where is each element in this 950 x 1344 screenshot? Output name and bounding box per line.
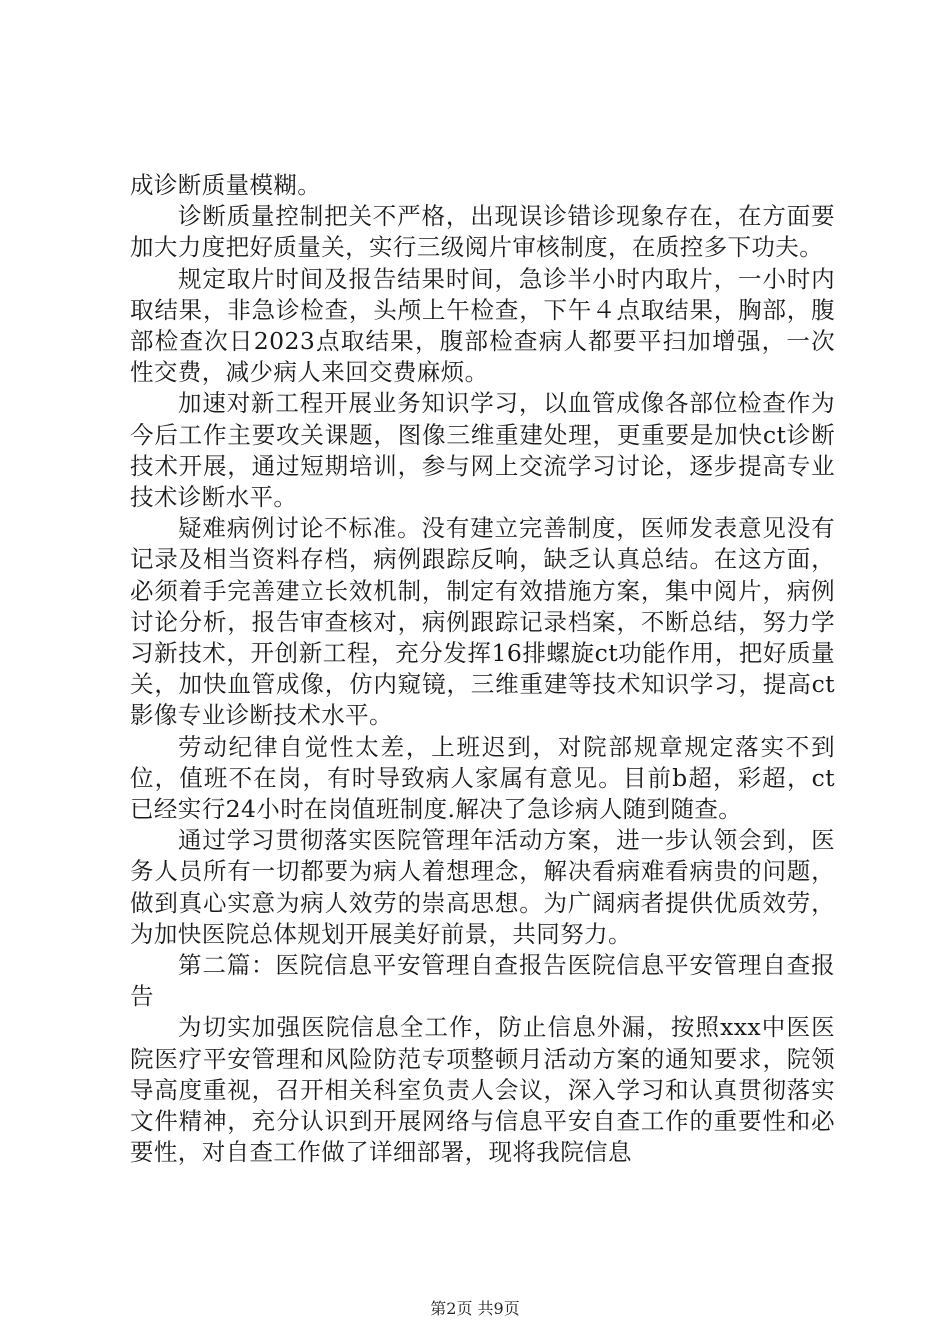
paragraph-management-year: 通过学习贯彻落实医院管理年活动方案，进一步认领会到，医务人员所有一切都要为病人着想理念，解决看病难看病贵的问题，做到真心实意为病人效劳的崇高思想。为广阔病者提供优质效劳，为加快医院总体规划开展美好前景，共同努力。 [130,826,835,948]
page-number-footer: 第2页 共9页 [430,1299,520,1318]
document-body [130,170,835,1169]
section-heading-part-two: 第二篇：医院信息平安管理自查报告医院信息平安管理自查报告 [130,951,835,1011]
paragraph-report-timing: 规定取片时间及报告结果时间，急诊半小时内取片，一小时内取结果，非急诊检查，头颅上午检查，下午４点取结果，胸部，腹部检查次日2023点取结果，腹部检查病人都要平扫加增强，一次性交费，减少病人来回交费麻烦。 [130,264,835,387]
paragraph-continuation: 成诊断质量模糊。 [130,171,322,199]
paragraph-info-security: 为切实加强医院信息全工作，防止信息外漏，按照xxx中医医院医疗平安管理和风险防范专项整顿月活动方案的通知要求，院领导高度重视，召开相关科室负责人会议，深入学习和认真贯彻落实文件精神，充分认识到开展网络与信息平安自查工作的重要性和必要性，对自查工作做了详细部署，现将我院信息 [130,1013,835,1167]
paragraph-diagnosis-quality: 诊断质量控制把关不严格，出现误诊错诊现象存在，在方面要加大力度把好质量关，实行三级阅片审核制度，在质控多下功夫。 [130,202,835,262]
paragraph-new-project-learning: 加速对新工程开展业务知识学习，以血管成像各部位检查作为今后工作主要攻关课题，图像三维重建处理，更重要是加快ct诊断技术开展，通过短期培训，参与网上交流学习讨论，逐步提高专业技术诊断水平。 [130,389,835,512]
paragraph-case-discussion: 疑难病例讨论不标准。没有建立完善制度，医师发表意见没有记录及相当资料存档，病例跟踪反响，缺乏认真总结。在这方面，必须着手完善建立长效机制，制定有效措施方案，集中阅片，病例讨论分析，报告审查核对，病例跟踪记录档案，不断总结，努力学习新技术，开创新工程，充分发挥16排螺旋ct功能作用，把好质量关，加快血管成像，仿内窥镜，三维重建等技术知识学习，提高ct影像专业诊断技术水平。 [130,514,835,730]
paragraph-labor-discipline: 劳动纪律自觉性太差，上班迟到，对院部规章规定落实不到位，值班不在岗，有时导致病人家属有意见。目前b超，彩超，ct已经实行24小时在岗值班制度.解决了急诊病人随到随查。 [130,732,835,824]
